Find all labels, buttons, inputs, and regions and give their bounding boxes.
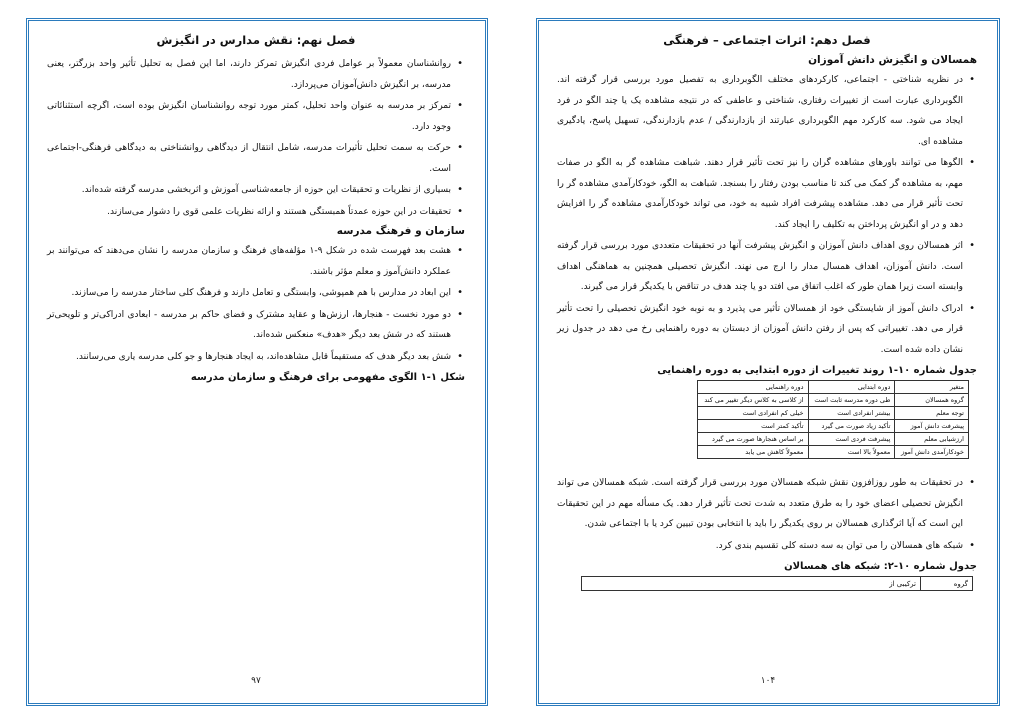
section-heading: همسالان و انگیزش دانش آموزان [808,54,977,66]
table-header-cell: ترکیبی از [582,577,921,591]
bullet-item: • اثر همسالان روی اهداف دانش آموزان و انگیزش پیشرفت آنها در تحقیقات متعددی مورد بررسی قرار گرفته است. دانش آموزان، اهداف همسال مدار را ارج می نهند. انگیزش تحصیلی همچنین به هماهنگی اهداف وابسته است زیرا همان طور که اغلب اتفاق می افتد دو یا چند هدف در تناقض با یکدیگر قرار می گیرند. [557,236,977,298]
bullet-item: • شبکه های همسالان را می توان به سه دسته کلی تقسیم بندی کرد. [557,536,977,557]
table-cell: ارزشیابی معلم [895,433,969,446]
bullet-item: • شش بعد دیگر هدف که مستقیماً قابل مشاهده‌اند، به ایجاد هنجارها و جو کلی مدرسه یاری می‌رسانند. [47,347,465,368]
bullet-list [47,241,465,367]
bullet-item: • تحقیقات در این حوزه عمدتاً همبستگی هستند و ارائه نظریات علمی قوی را دشوار می‌سازند. [47,202,465,223]
table-cell: خودکارآمدی دانش آموز [895,446,969,459]
bullet-list [557,70,977,360]
table-header-row [582,577,973,591]
bullet-item: • این ابعاد در مدارس با هم همپوشی، وابستگی و تعامل دارند و فرهنگ کلی ساختار مدرسه را می‌سازند. [47,283,465,304]
page-border [536,18,1000,706]
bullet-item: • در نظریه شناختی - اجتماعی، کارکردهای مختلف الگوبرداری به تفصیل مورد بررسی قرار گرفته اند. الگوبرداری عبارت است از تغییرات رفتاری، شناختی و عاطفی که در نتیجه مشاهده یک یا چند الگو در فرد ایجاد می شود. سه کارکرد مهم الگوبرداری عبارتند از بازدارندگی / عدم بازدارندگی، تسهیل پاسخ، یادگیری مشاهده ای. [557,70,977,152]
page-number: ۹۷ [251,676,261,686]
figure-caption: شکل ۱-۱ الگوی مفهومی برای فرهنگ و سازمان مدرسه [190,372,465,383]
table-header-cell: متغیر [895,381,969,394]
table-cell: توجه معلم [895,407,969,420]
table-cell: پیشرفت دانش آموز [895,420,969,433]
bullet-item: • الگوها می توانند باورهای مشاهده گران را نیز تحت تأثیر قرار دهند. شباهت مشاهده گر به الگو در صفات مهم، به مشاهده گر کمک می کند تا مناسب بودن رفتار را بسنجد. شباهت به الگو، خودکارآمدی مشاهده گر را تحت تأثیر قرار می دهد. مشاهده پیشرفت افراد شبیه به خود، می تواند خودکارآمدی مشاهده گر را افزایش دهد و در او انگیزش پرداختن به تکلیف را ایجاد کند. [557,153,977,235]
bullet-item: • تمرکز بر مدرسه به عنوان واحد تحلیل، کمتر مورد توجه روانشناسان انگیزش بوده است، اگرچه استثنائاتی وجود دارد. [47,96,465,137]
table-row [698,407,969,420]
page-border [26,18,488,706]
right-page [512,0,1024,724]
page-number: ۱۰۴ [760,676,776,686]
bullet-item: • دو مورد نخست - هنجارها، ارزش‌ها و عقاید مشترک و فضای حاکم بر مدرسه - ابعادی ادراکی‌تر و تلویحی‌تر هستند که در شش بعد دیگر «هدف» منعکس شده‌اند. [47,305,465,346]
table-caption: جدول شماره ۱۰-۱ روند تغییرات از دوره ابتدایی به دوره راهنمایی [657,365,977,376]
table-cell: از کلاسی به کلاس دیگر تغییر می کند [698,394,809,407]
table-row [698,433,969,446]
transition-table [697,380,969,459]
page-content [47,33,465,387]
table-row [698,446,969,459]
table-header-cell: دوره راهنمایی [698,381,809,394]
table-cell: بیشتر انفرادی است [808,407,895,420]
table-cell: خیلی کم انفرادی است [698,407,809,420]
table-cell: بر اساس هنجارها صورت می گیرد [698,433,809,446]
table-cell: طی دوره مدرسه ثابت است [808,394,895,407]
bullet-item: • حرکت به سمت تحلیل تأثیرات مدرسه، شامل انتقال از دیدگاهی روانشناختی به دیدگاهی فرهنگی-اجتماعی است. [47,138,465,179]
table-cell: معمولاً کاهش می یابد [698,446,809,459]
table-row [698,394,969,407]
peer-network-table [581,576,973,591]
table-row [698,420,969,433]
table-header-row [698,381,969,394]
table-cell: تأکید کمتر است [698,420,809,433]
bullet-item: • در تحقیقات به طور روزافزون نقش شبکه همسالان مورد بررسی قرار گرفته است. شبکه همسالان می تواند انگیزش تحصیلی اعضای خود را به طرق متعدد به شدت تحت تأثیر قرار دهد. یک مسأله مهم در این تحقیقات این است که آیا اثرگذاری همسالان بر روی یکدیگر را باید با انتخابی بودن تبیین کرد یا با اجتماعی شدن. [557,473,977,535]
chapter-title: فصل دهم: اثرات اجتماعی – فرهنگی [663,33,871,47]
bullet-list [557,473,977,556]
chapter-title: فصل نهم: نقش مدارس در انگیزش [156,33,356,47]
table-cell: تأکید زیاد صورت می گیرد [808,420,895,433]
section-heading: سازمان و فرهنگ مدرسه [336,225,465,237]
table-cell: معمولاً بالا است [808,446,895,459]
page-content [557,33,977,591]
table-caption: جدول شماره ۱۰-۲: شبکه های همسالان [784,561,977,572]
table-cell: گروه همسالان [895,394,969,407]
table-header-cell: گروه [921,577,973,591]
bullet-list [47,54,465,222]
bullet-item: • ادراک دانش آموز از شایستگی خود از همسالان تأثیر می پذیرد و به نوبه خود انگیزش تحصیلی را تحت تأثیر قرار می دهد. تغییراتی که پس از رفتن دانش آموزان از دبستان به دوره راهنمایی رخ می دهد در جدول زیر نشان داده شده است. [557,299,977,361]
table-header-cell: دوره ابتدایی [808,381,895,394]
bullet-item: • هشت بعد فهرست شده در شکل ۹-۱ مؤلفه‌های فرهنگ و سازمان مدرسه را نشان می‌دهند که می‌توانند بر عملکرد دانش‌آموز و معلم مؤثر باشند. [47,241,465,282]
bullet-item: • روانشناسان معمولاً بر عوامل فردی انگیزش تمرکز دارند، اما این فصل به تحلیل تأثیر واحد بزرگتر، یعنی مدرسه، بر انگیزش دانش‌آموزان می‌پردازد. [47,54,465,95]
table-cell: پیشرفت فردی است [808,433,895,446]
bullet-item: • بسیاری از نظریات و تحقیقات این حوزه از جامعه‌شناسی آموزش و اثربخشی مدرسه گرفته شده‌اند. [47,180,465,201]
